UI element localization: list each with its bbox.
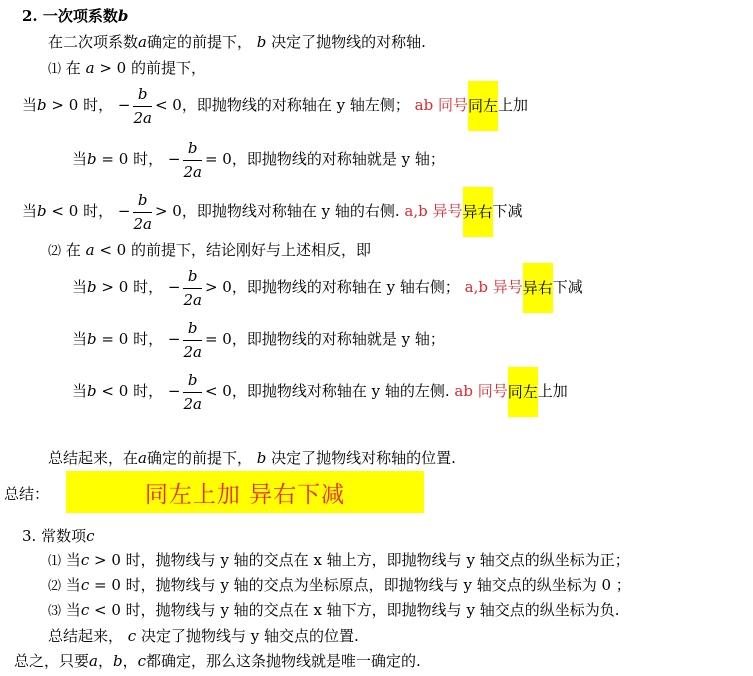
var-a: a: [89, 652, 98, 670]
final-text-b: 都确定，那么这条抛物线就是唯一确定的.: [146, 652, 421, 670]
item-pre: 当: [65, 576, 81, 594]
var-b: b: [87, 382, 97, 400]
row-relation: < 0: [101, 382, 129, 400]
var-b: b: [37, 96, 47, 114]
section-3-heading-text: 3. 常数项: [22, 527, 87, 545]
intro-text-a: 在二次项系数: [48, 33, 139, 51]
fraction-numerator: b: [183, 141, 202, 161]
row-text: ，即抛物线对称轴在 y 轴的右侧.: [181, 202, 400, 220]
minus-sign: −: [167, 278, 181, 296]
row-result: < 0: [154, 96, 182, 114]
row-post: 时，: [133, 382, 164, 400]
item-text: 时，抛物线与 y 轴的交点在 x 轴上方，即抛物线与 y 轴交点的纵坐标为正；: [125, 551, 630, 569]
var-b: b: [87, 330, 97, 348]
fraction-denominator: 2a: [133, 214, 152, 233]
intro-text-b: 确定的前提下，: [146, 33, 252, 51]
conclusion-text-b: 决定了抛物线与 y 轴交点的位置.: [140, 627, 359, 645]
section-3-item-1: [48, 550, 630, 572]
fraction-numerator: b: [183, 373, 202, 393]
note-tail: 下减: [492, 202, 523, 220]
minus-sign: −: [167, 382, 181, 400]
row-text: ，即抛物线的对称轴在 y 轴左侧；: [181, 96, 410, 114]
row-pre: 当: [72, 382, 88, 400]
section-3-item-3: [48, 600, 619, 622]
item-relation: > 0: [94, 551, 121, 569]
item-pre: 当: [65, 601, 81, 619]
conclusion-text-c: 决定了抛物线对称轴的位置.: [271, 449, 456, 467]
var-b: b: [256, 449, 267, 467]
part-2-row-3: [72, 366, 568, 416]
fraction: [183, 266, 202, 309]
cond-text: 在: [65, 59, 81, 77]
note-red: a,b 异号: [464, 278, 523, 296]
note-highlight: 异右: [463, 187, 493, 237]
note-red: a,b 异号: [404, 202, 463, 220]
row-pre: 当: [72, 330, 88, 348]
final-summary: 总之，只要a，b，c都确定，那么这条抛物线就是唯一确定的.: [14, 652, 421, 670]
part-1-row-2: [72, 134, 445, 184]
section-2-conclusion: [48, 448, 456, 468]
item-text: 时，抛物线与 y 轴的交点为坐标原点，即抛物线与 y 轴交点的纵坐标为 0 ；: [125, 576, 631, 594]
heading-number: 2.: [22, 7, 38, 25]
section-2-intro: [48, 32, 426, 52]
var-c: c: [137, 652, 147, 670]
row-post: 时，: [133, 278, 164, 296]
row-pre: 当: [22, 96, 38, 114]
row-relation: = 0: [101, 330, 129, 348]
fraction: [183, 138, 202, 181]
cond-text: 在: [65, 241, 81, 259]
var-c: c: [80, 551, 90, 569]
var-c: c: [127, 627, 137, 645]
fraction: [183, 370, 202, 413]
part-2-marker: ⑵: [48, 244, 62, 259]
summary-text: 同左上加 异右下减: [144, 481, 346, 508]
var-b: b: [37, 202, 47, 220]
fraction-denominator: 2a: [183, 342, 202, 361]
row-relation: > 0: [51, 96, 79, 114]
part-2-condition: [48, 240, 371, 262]
item-relation: < 0: [94, 601, 121, 619]
row-text: ，即抛物线的对称轴就是 y 轴；: [231, 330, 445, 348]
section-3-item-2: [48, 575, 631, 597]
part-2-row-1: [72, 262, 583, 312]
part-1-condition: [48, 58, 206, 80]
row-text: ，即抛物线对称轴在 y 轴的左侧.: [231, 382, 450, 400]
minus-sign: −: [167, 150, 181, 168]
row-post: 时，: [133, 150, 164, 168]
section-3-heading: [22, 526, 95, 546]
part-1-marker: ⑴: [48, 62, 62, 77]
row-pre: 当: [22, 202, 38, 220]
part-1-row-3: [22, 186, 523, 236]
var-a: a: [85, 241, 95, 259]
section-2-heading: [22, 6, 128, 26]
row-pre: 当: [72, 150, 88, 168]
row-result: > 0: [204, 278, 232, 296]
conclusion-text-b: 确定的前提下，: [146, 449, 252, 467]
note-red: ab 同号: [414, 96, 468, 114]
row-result: = 0: [204, 330, 232, 348]
var-b: b: [112, 652, 123, 670]
item-text: 时，抛物线与 y 轴的交点在 x 轴下方，即抛物线与 y 轴交点的纵坐标为负.: [125, 601, 620, 619]
cond-expr: > 0: [99, 59, 127, 77]
row-text: ，即抛物线的对称轴就是 y 轴；: [231, 150, 445, 168]
fraction-denominator: 2a: [183, 394, 202, 413]
row-result: = 0: [204, 150, 232, 168]
item-relation: = 0: [94, 576, 121, 594]
note-highlight: 同左: [468, 81, 498, 131]
cond-tail: 的前提下，: [131, 59, 207, 77]
var-b: b: [256, 33, 267, 51]
row-text: ，即抛物线的对称轴在 y 轴右侧；: [231, 278, 460, 296]
row-result: > 0: [154, 202, 182, 220]
minus-sign: −: [117, 202, 131, 220]
fraction-numerator: b: [133, 87, 152, 107]
section-3-conclusion: [48, 626, 359, 646]
item-marker: ⑴: [48, 554, 62, 569]
var-c: c: [80, 576, 90, 594]
var-b: b: [87, 278, 97, 296]
note-tail: 下减: [552, 278, 583, 296]
part-2-row-2: [72, 314, 445, 364]
section-3-heading-variable: c: [86, 527, 95, 545]
part-1-row-1: [22, 80, 528, 130]
note-tail: 上加: [537, 382, 568, 400]
final-text-a: 总之，只要: [14, 652, 90, 670]
var-c: c: [80, 601, 90, 619]
row-post: 时，: [133, 330, 164, 348]
minus-sign: −: [117, 96, 131, 114]
note-red: ab 同号: [454, 382, 508, 400]
var-b: b: [87, 150, 97, 168]
intro-text-c: 决定了抛物线的对称轴.: [271, 33, 426, 51]
fraction-denominator: 2a: [133, 108, 152, 127]
minus-sign: −: [167, 330, 181, 348]
item-marker: ⑵: [48, 579, 62, 594]
note-tail: 上加: [497, 96, 528, 114]
heading-text: 一次项系数: [42, 7, 118, 25]
row-pre: 当: [72, 278, 88, 296]
item-pre: 当: [65, 551, 81, 569]
row-result: < 0: [204, 382, 232, 400]
row-relation: > 0: [101, 278, 129, 296]
conclusion-text-a: 总结起来，: [48, 627, 124, 645]
fraction: [183, 318, 202, 361]
row-relation: = 0: [101, 150, 129, 168]
var-a: a: [138, 33, 147, 51]
conclusion-text-a: 总结起来，在: [48, 449, 139, 467]
var-a: a: [138, 449, 147, 467]
fraction-numerator: b: [183, 321, 202, 341]
note-highlight: 异右: [523, 263, 553, 313]
fraction-denominator: 2a: [183, 290, 202, 309]
item-marker: ⑶: [48, 604, 62, 619]
cond-expr: < 0: [99, 241, 127, 259]
summary-label: 总结：: [4, 485, 50, 503]
row-post: 时，: [83, 96, 114, 114]
cond-tail: 的前提下，结论刚好与上述相反，即: [131, 241, 372, 259]
row-post: 时，: [83, 202, 114, 220]
var-a: a: [85, 59, 95, 77]
heading-variable: b: [117, 7, 129, 25]
note-highlight: 同左: [508, 367, 538, 417]
fraction-denominator: 2a: [183, 162, 202, 181]
fraction-numerator: b: [133, 193, 152, 213]
fraction: [133, 84, 152, 127]
fraction: [133, 190, 152, 233]
summary-highlight-box: [66, 471, 424, 513]
row-relation: < 0: [51, 202, 79, 220]
fraction-numerator: b: [183, 269, 202, 289]
